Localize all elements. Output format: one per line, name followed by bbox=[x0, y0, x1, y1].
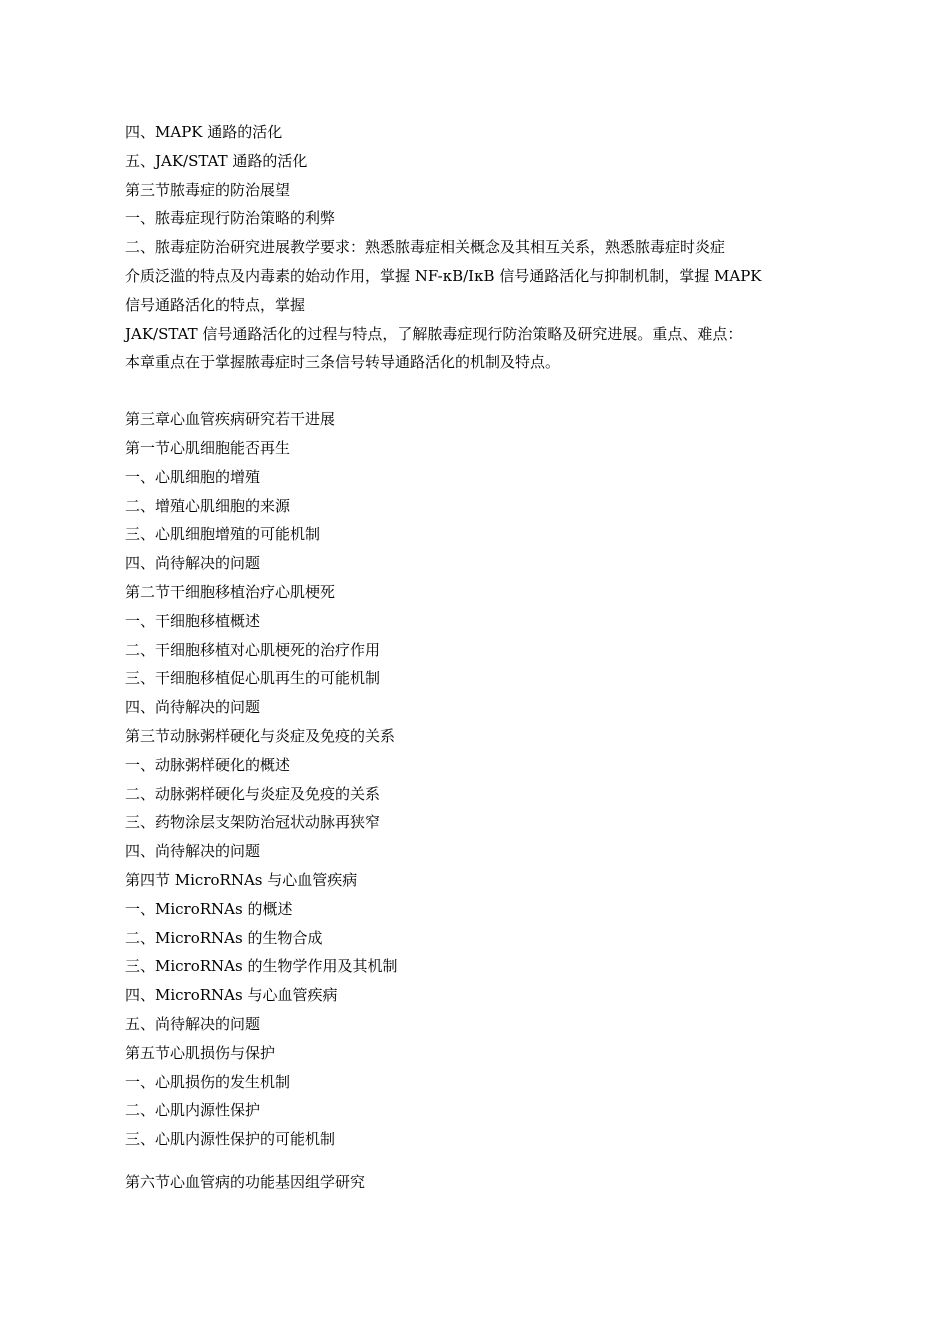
text-line: 一、干细胞移植概述 bbox=[125, 611, 261, 630]
paragraph-line: 本章重点在于掌握脓毒症时三条信号转导通路活化的机制及特点。 bbox=[125, 353, 561, 372]
text-line: 三、MicroRNAs 的生物学作用及其机制 bbox=[125, 957, 398, 976]
section-heading: 第二节干细胞移植治疗心肌梗死 bbox=[125, 582, 336, 601]
text-line: 二、动脉粥样硬化与炎症及免疫的关系 bbox=[125, 784, 381, 803]
paragraph-line: 信号通路活化的特点，掌握 bbox=[125, 295, 306, 314]
paragraph-line: 介质泛滥的特点及内毒素的始动作用，掌握 NF-κB/IκB 信号通路活化与抑制机制，掌握 MAPK bbox=[125, 266, 762, 285]
text-line: 一、MicroRNAs 的概述 bbox=[125, 899, 293, 918]
text-line: 五、尚待解决的问题 bbox=[125, 1014, 261, 1033]
text-line: 四、尚待解决的问题 bbox=[125, 698, 261, 717]
spacer bbox=[125, 1154, 825, 1168]
text-line: 一、心肌细胞的增殖 bbox=[125, 467, 261, 486]
section-heading: 第六节心血管病的功能基因组学研究 bbox=[125, 1172, 366, 1191]
text-line: 二、增殖心肌细胞的来源 bbox=[125, 496, 291, 515]
section-heading: 第三节脓毒症的防治展望 bbox=[125, 180, 291, 199]
text-line: 四、尚待解决的问题 bbox=[125, 554, 261, 573]
paragraph-line: JAK/STAT 信号通路活化的过程与特点，了解脓毒症现行防治策略及研究进展。重点、难点： bbox=[125, 324, 743, 343]
text-line: 一、脓毒症现行防治策略的利弊 bbox=[125, 209, 336, 228]
text-line: 五、JAK/STAT 通路的活化 bbox=[125, 151, 308, 170]
text-line: 二、心肌内源性保护 bbox=[125, 1101, 261, 1120]
chapter-heading: 第三章心血管疾病研究若干进展 bbox=[125, 410, 336, 429]
text-line: 四、MAPK 通路的活化 bbox=[125, 123, 283, 141]
text-line: 一、心肌损伤的发生机制 bbox=[125, 1072, 291, 1091]
text-line: 三、心肌细胞增殖的可能机制 bbox=[125, 525, 321, 544]
section-heading: 第一节心肌细胞能否再生 bbox=[125, 438, 291, 457]
text-line: 三、药物涂层支架防治冠状动脉再狭窄 bbox=[125, 813, 381, 832]
text-line: 四、MicroRNAs 与心血管疾病 bbox=[125, 986, 338, 1005]
spacer bbox=[125, 377, 825, 405]
document-page bbox=[125, 118, 825, 1197]
section-heading: 第五节心肌损伤与保护 bbox=[125, 1043, 276, 1062]
paragraph-line: 二、脓毒症防治研究进展教学要求：熟悉脓毒症相关概念及其相互关系，熟悉脓毒症时炎症 bbox=[125, 238, 726, 257]
text-line: 一、动脉粥样硬化的概述 bbox=[125, 755, 291, 774]
text-line: 二、干细胞移植对心肌梗死的治疗作用 bbox=[125, 640, 381, 659]
text-line: 二、MicroRNAs 的生物合成 bbox=[125, 928, 323, 947]
text-line: 三、心肌内源性保护的可能机制 bbox=[125, 1130, 336, 1149]
text-line: 四、尚待解决的问题 bbox=[125, 842, 261, 861]
section-heading: 第三节动脉粥样硬化与炎症及免疫的关系 bbox=[125, 726, 396, 745]
section-heading: 第四节 MicroRNAs 与心血管疾病 bbox=[125, 870, 358, 889]
text-line: 三、干细胞移植促心肌再生的可能机制 bbox=[125, 669, 381, 688]
